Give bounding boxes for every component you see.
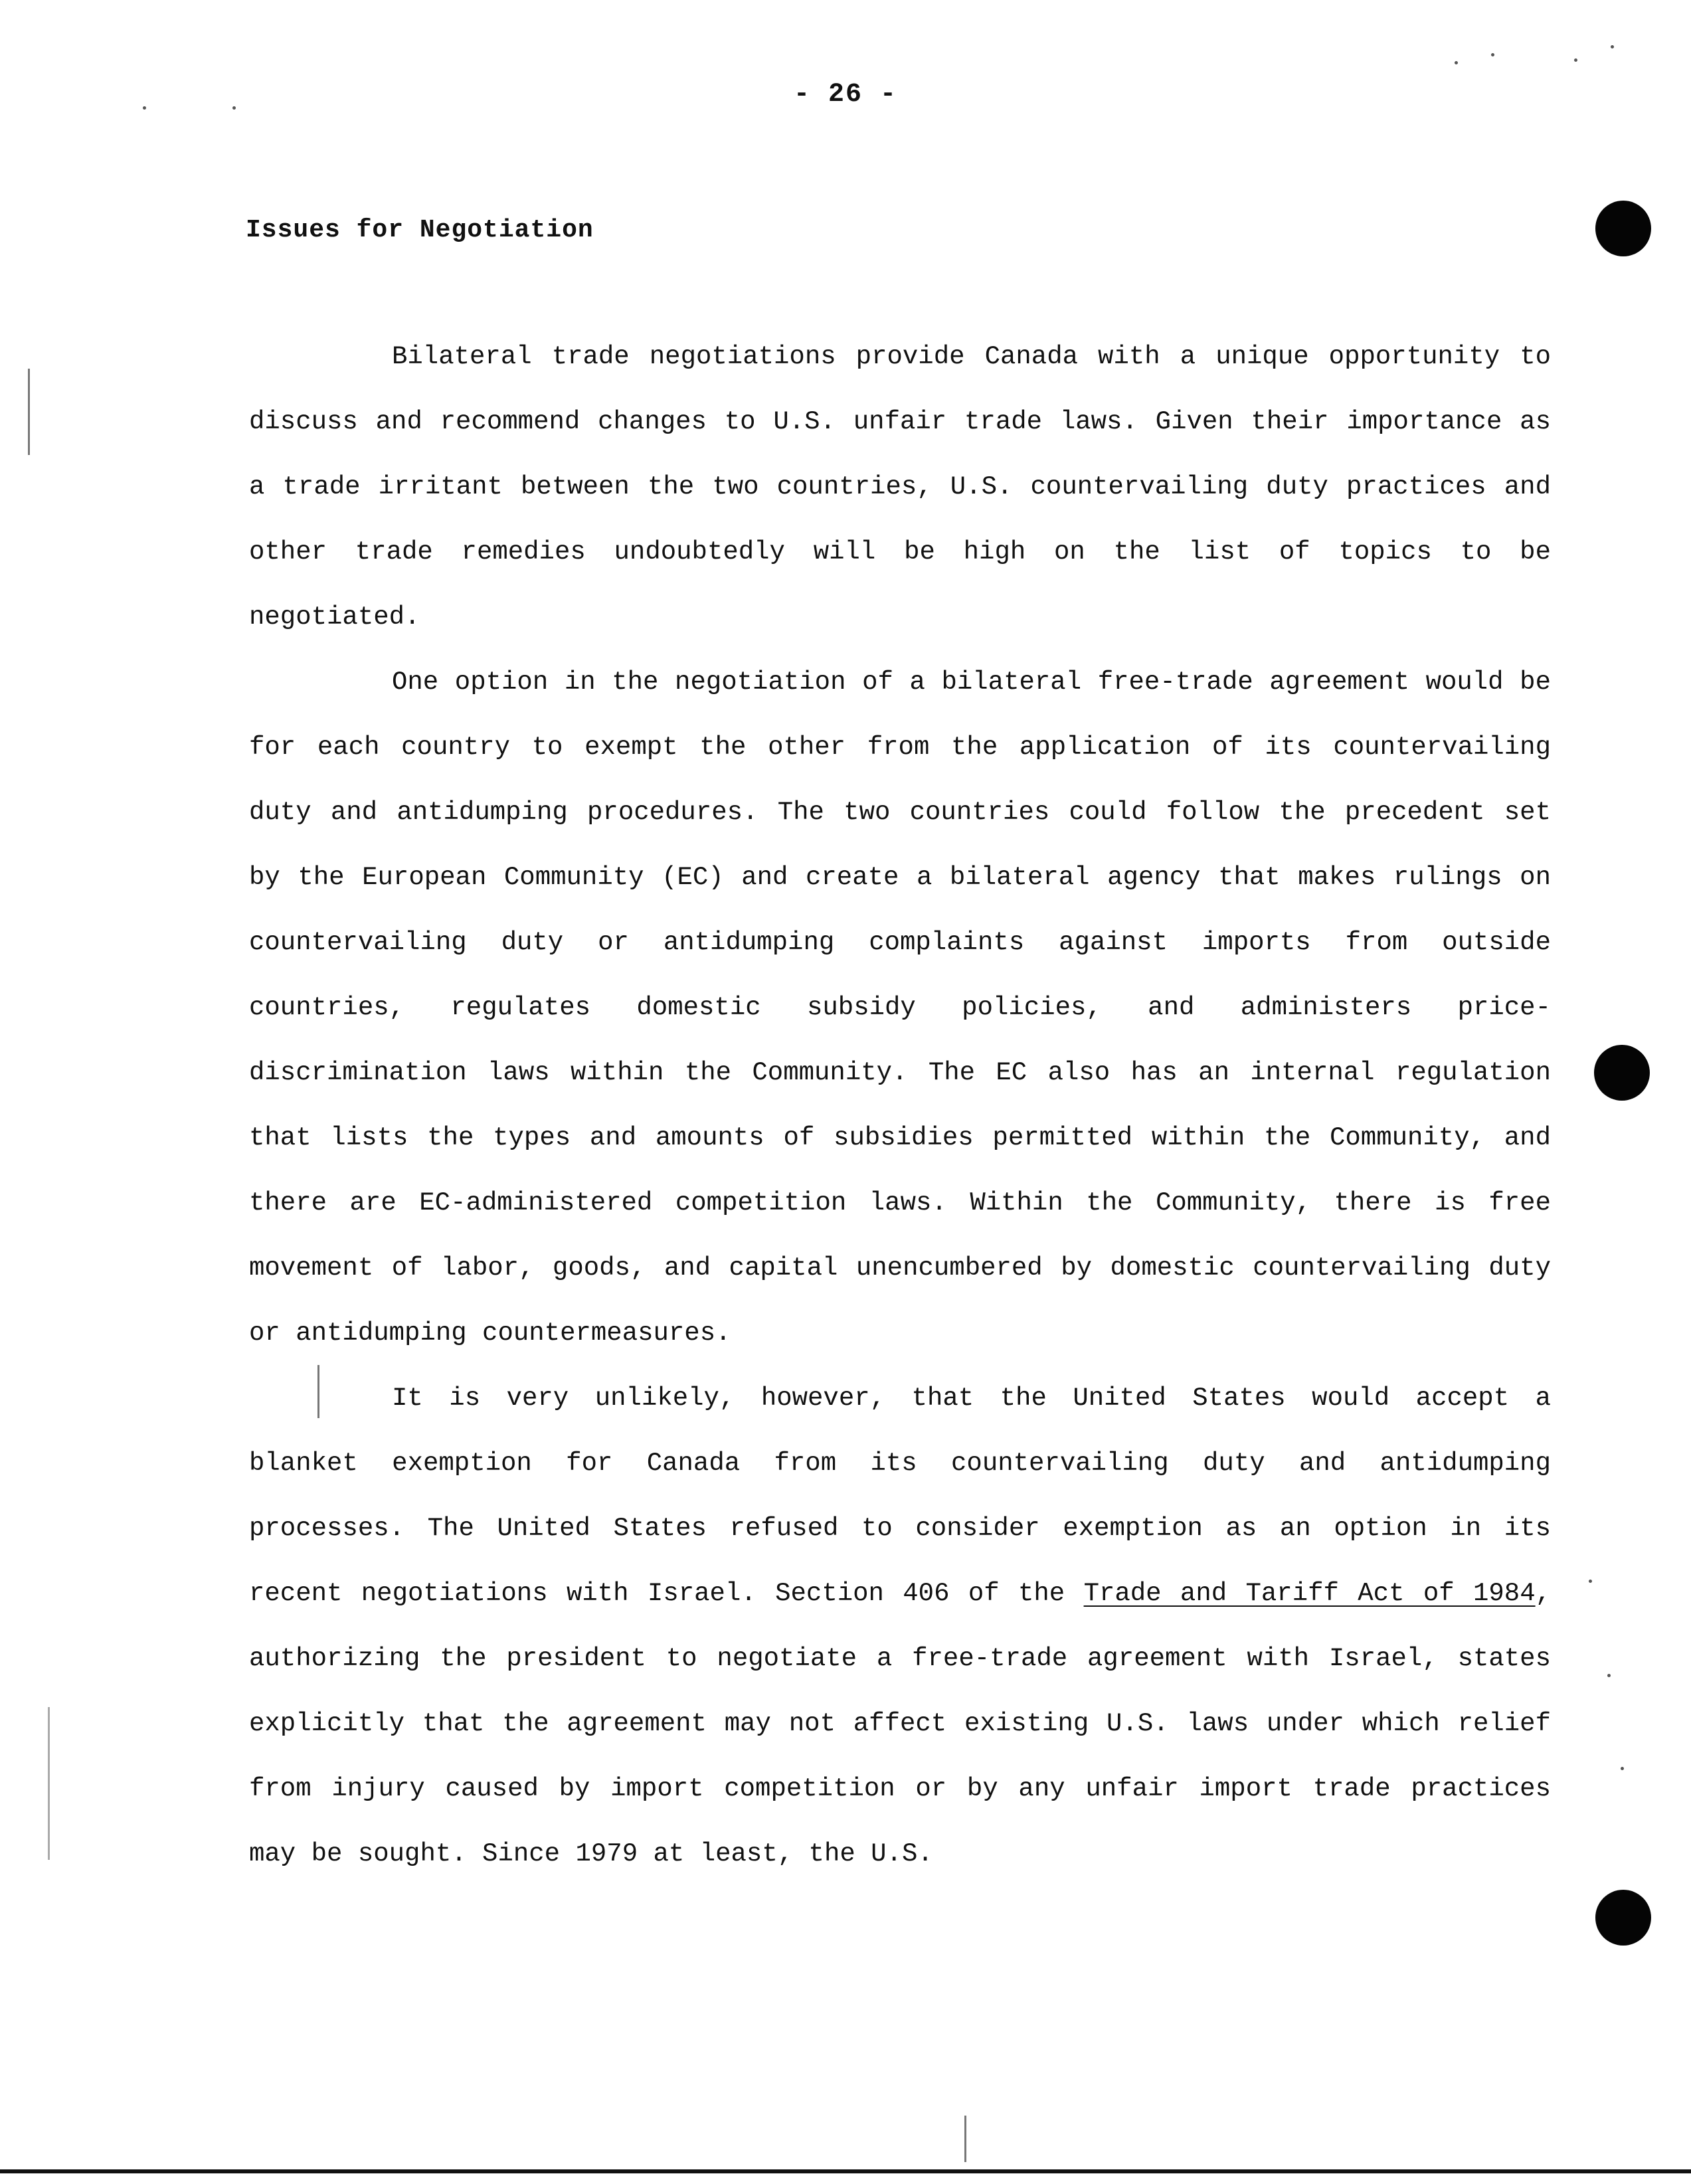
act-title: Trade and Tariff Act of 1984 <box>1083 1579 1536 1608</box>
punch-hole-bottom <box>1595 1890 1651 1946</box>
paragraph-3-text-before: It is very unlikely, however, that the United States would accept a blanket exemption for Canada from its countervailing duty and antidumping processes. The United States refused to consider exemption as an option in its recent negotiations with Israel. Section 406 of the <box>249 1384 1551 1608</box>
scan-speck <box>143 106 146 110</box>
section-heading: Issues for Negotiation <box>246 216 594 244</box>
punch-hole-middle <box>1594 1045 1650 1101</box>
scan-speck <box>1611 45 1614 48</box>
scan-speck <box>1491 53 1494 56</box>
scan-edge-line <box>0 2169 1691 2173</box>
scan-speck <box>1607 1674 1611 1677</box>
scan-margin-mark <box>28 369 30 455</box>
scan-speck <box>1455 61 1458 64</box>
paragraph-2: One option in the negotiation of a bilateral free-trade agreement would be for each country to exempt the other from the application of its countervailing duty and antidumping procedures. The two countries could follow the precedent set by the European Community (EC) and create a bilateral agency that makes rulings on countervailing duty or antidumping complaints against imports from outside countries, regulates domestic subsidy policies, and administers price-discrimination laws within the Community. The EC also has an internal regulation that lists the types and amounts of subsidies permitted within the Community, and there are EC-administered competition laws. Within the Community, there is free movement of labor, goods, and capital unencumbered by domestic countervailing duty or antidumping countermeasures. <box>249 668 1551 1348</box>
scan-margin-mark <box>964 2116 966 2162</box>
body-text <box>249 324 1551 1886</box>
scan-speck <box>1621 1767 1624 1770</box>
paragraph-3-text-after: , authorizing the president to negotiate a free-trade agreement with Israel, states explicitly that the agreement may not affect existing U.S. laws under which relief from injury caused by import competition or by any unfair import trade practices may be sought. Since 1979 at least, the U.S. <box>249 1579 1551 1868</box>
scan-speck <box>1574 58 1577 62</box>
scan-margin-mark <box>48 1707 50 1860</box>
paragraph-1: Bilateral trade negotiations provide Canada with a unique opportunity to discuss and recommend changes to U.S. unfair trade laws. Given their importance as a trade irritant between the two countries, U.S. countervailing duty practices and other trade remedies undoubtedly will be high on the list of topics to be negotiated. <box>249 342 1551 632</box>
scan-speck <box>232 106 236 110</box>
paragraph-3 <box>249 1366 1551 1886</box>
scan-margin-mark <box>317 1365 319 1418</box>
scan-speck <box>1589 1580 1592 1583</box>
punch-hole-top <box>1595 201 1651 256</box>
page-number: - 26 - <box>793 80 898 110</box>
